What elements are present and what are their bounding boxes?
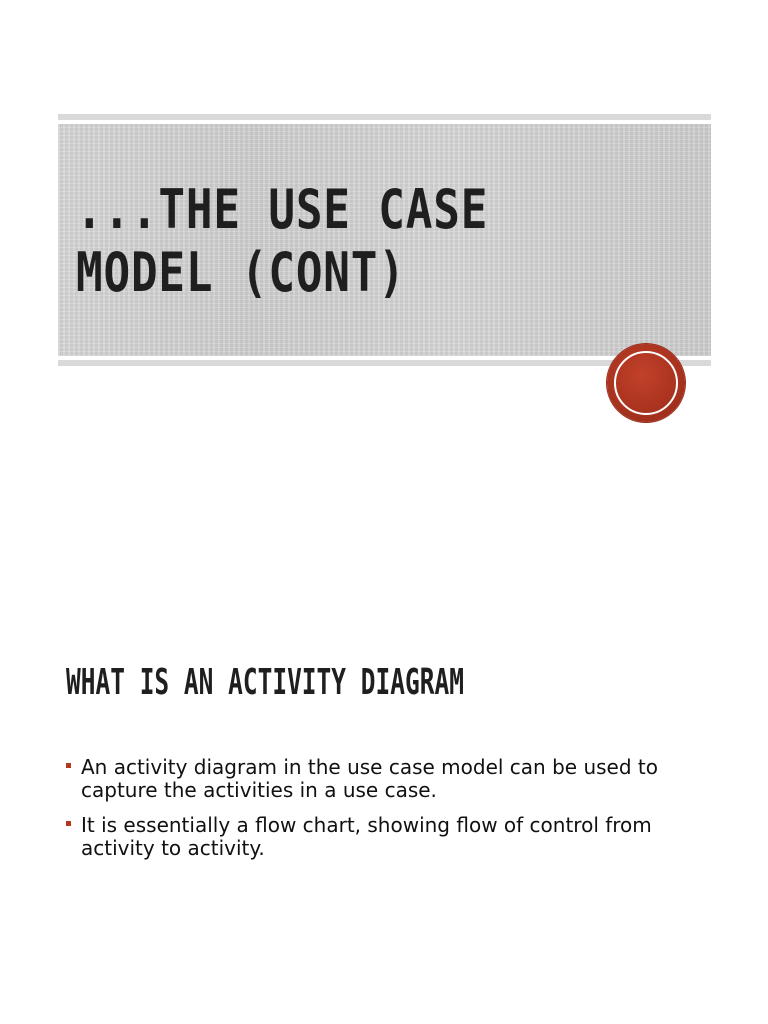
slide-title: ...THE USE CASE MODEL (CONT)	[76, 178, 516, 304]
section-heading: WHAT IS AN ACTIVITY DIAGRAM	[66, 662, 464, 703]
badge-ring	[614, 351, 678, 415]
circle-badge-icon	[607, 344, 685, 422]
square-bullet-icon	[66, 763, 71, 768]
banner-top-stripe	[58, 114, 711, 120]
list-item	[66, 756, 706, 802]
list-item	[66, 814, 706, 860]
bullet-text: An activity diagram in the use case model can be used to capture the activities in a use case.	[81, 755, 658, 802]
bullet-text: It is essentially a flow chart, showing flow of control from activity to activity.	[81, 813, 652, 860]
bullet-list	[66, 756, 706, 872]
square-bullet-icon	[66, 821, 71, 826]
